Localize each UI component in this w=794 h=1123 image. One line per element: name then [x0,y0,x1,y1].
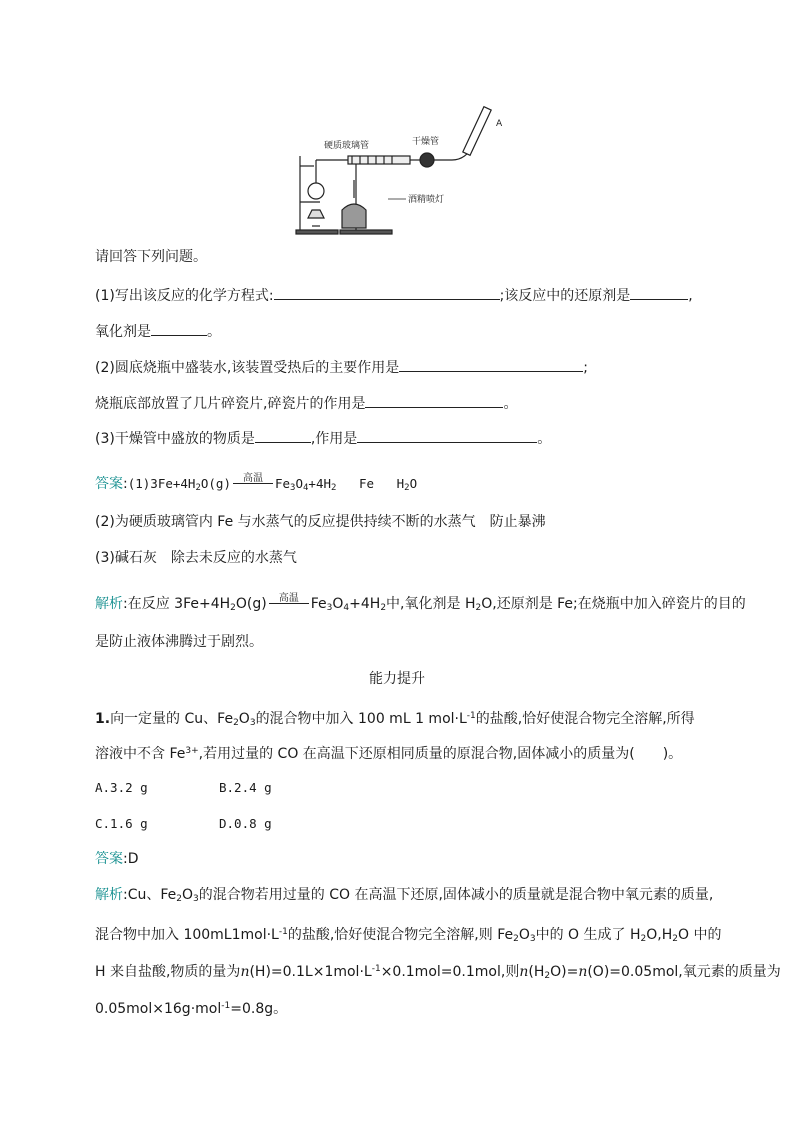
an1-pre: 在反应 3Fe+4H [127,596,231,612]
q2-end: ; [583,360,588,376]
question-1-line-2 [95,321,221,342]
q-l2b: ,若用过量的 CO 在高温下还原相同质量的原混合物,固体减小的质量为( )。 [198,746,683,762]
q1-blank-equation[interactable] [274,285,500,300]
an1-post4: 中,氧化剂是 H [386,596,476,612]
an2-l2c: O [518,927,530,943]
an2-l2a: 混合物中加入 100mL1mol·L [95,927,279,943]
an2-l1a: :Cu、Fe [123,887,177,903]
q1-blank-oxidant[interactable] [151,321,207,336]
question-2-line-1 [95,357,588,378]
an1-post5: O,还原剂是 Fe;在烧瓶中加入碎瓷片的目的 [481,596,746,612]
q3-blank-substance[interactable] [255,428,311,443]
q1-blank-reducer[interactable] [630,285,688,300]
q3-prefix: (3)干燥管中盛放的物质是 [95,431,255,447]
an2-l2f: O 中的 [677,927,722,943]
an2-l3d: ×0.1mol=0.1mol,则 [380,964,520,980]
question-line-1: 1.向一定量的 Cu、$Fe_2O_3$的混合物中加入 100 mL 1 $mol\cdot L^{-1}$的盐酸,恰好使混合物完全溶解,所得 [95,711,695,728]
option-b[interactable]: B.2.4 g [219,780,272,795]
analysis-2-line-4: 0.05mol×16g·mol$^{-1}$=0.8g。 [95,1001,288,1017]
answer-1-line-3: (3)碱石灰 除去未反应的水蒸气 [95,550,297,566]
q-l1b: O [238,711,250,727]
an2-l1c: 的混合物若用过量的 CO 在高温下还原,固体减小的质量就是混合物中氧元素的质量, [198,887,714,903]
q2-line2-prefix: 烧瓶底部放置了几片碎瓷片,碎瓷片的作用是 [95,396,366,412]
section-title: 能力提升 [369,671,425,687]
analysis-2-line-3: H 来自盐酸,物质的量为$n(H)=0.1L\times 1mol\cdot L^{-1}\times 0.1mol=0.1mol$,则$n(H_2O)=n(O)=0.05mol$,氧元素的质量为 [95,964,781,981]
a1-pre: (1)3Fe+4H [127,476,196,491]
q1-prefix: (1)写出该反应的化学方程式: [95,288,274,304]
label-lamp: 酒精喷灯 [408,195,445,205]
question-line-2: 溶液中不含 $Fe^{3+}$,若用过量的 CO 在高温下还原相同质量的原混合物,固体减小的质量为( )。 [95,746,683,762]
a1-tail2: H [396,476,405,491]
answer-colon: : [123,476,128,492]
label-a: A [496,119,503,129]
an1-post3: +4H [349,596,381,612]
question-number: 1. [95,711,111,727]
question-3 [95,428,551,449]
an2-l2e: O,H [646,927,673,943]
analysis-colon: : [123,596,128,612]
question-1-line-1 [95,285,693,306]
an2-l3g: O)= [550,964,579,980]
analysis-1-line-1: 解析:在反应 $3Fe+4H_2O(g)$ 高温 $Fe_3O_4+4H_2$中,氧化剂是 $H_2O$,还原剂是 Fe;在烧瓶中加入碎瓷片的目的 [95,593,746,613]
an2-l3c: (H)=0.1L×1mol·L [249,964,372,980]
an1-cond: 高温 [278,593,299,604]
an2-l3i: (O)=0.05mol,氧元素的质量为 [587,964,781,980]
q1-line2-prefix: 氧化剂是 [95,324,151,340]
q3-blank-function[interactable] [357,428,537,443]
an2-l3f: (H [528,964,545,980]
option-d[interactable]: D.0.8 g [219,816,272,831]
analysis-2-line-1: 解析:Cu、$Fe_2O_3$的混合物若用过量的 CO 在高温下还原,固体减小的质量就是混合物中氧元素的质量, [95,887,714,904]
option-c[interactable]: C.1.6 g [95,816,148,831]
q3-end: 。 [537,431,552,447]
answer-2-value: :D [123,851,139,867]
answer-2 [95,849,139,869]
label-tube: 硬质玻璃管 [324,141,370,151]
analysis-2-label: 解析 [95,887,123,903]
an2-l4a: 0.05mol×16g·mol [95,1001,222,1017]
an2-l2b: 的盐酸,恰好使混合物完全溶解,则 Fe [287,927,514,943]
cond-text: 高温 [242,473,263,484]
reaction-condition [233,473,273,488]
q-l1d: 的盐酸,恰好使混合物完全溶解,所得 [475,711,695,727]
analysis-label: 解析 [95,596,123,612]
an2-l1b: O [182,887,194,903]
a1-mid: O(g) [200,476,231,491]
an2-l3b: n [240,964,250,980]
a1-tail3: O [409,476,418,491]
an1-mid: O(g) [235,596,267,612]
an2-l3e: n [519,964,529,980]
an2-l3a: H 来自盐酸,物质的量为 [95,964,241,980]
option-a[interactable]: A.3.2 g [95,780,148,795]
question-2-line-2 [95,393,517,414]
a1-post3: +4H [308,476,331,491]
q2-blank-role[interactable] [399,357,583,372]
a1-post2: O [295,476,303,491]
q2-line2-end: 。 [503,396,518,412]
intro-text: 请回答下列问题。 [95,249,207,265]
label-dryer: 干燥管 [412,137,440,147]
apparatus-diagram [290,98,520,238]
q-l1a: 向一定量的 Cu、Fe [110,711,234,727]
answer-1-line-1: 答案$:(1)3Fe+4H_2O(g)$ 高温 $Fe_3O_4+4H_2$ Fe $H_2O$ [95,473,418,493]
an1-post1: Fe [310,596,327,612]
answer-label: 答案 [95,476,123,492]
q3-mid: ,作用是 [310,431,358,447]
an2-l4b: =0.8g。 [230,1001,288,1017]
analysis-2-line-2: 混合物中加入 $100mL1mol\cdot L^{-1}$的盐酸,恰好使混合物完全溶解,则 $Fe_2O_3$中的 O 生成了 $H_2O,H_2O$ 中的 [95,927,722,944]
analysis-1-line-2: 是防止液体沸腾过于剧烈。 [95,634,263,650]
analysis-condition [269,593,309,608]
answer-2-label: 答案 [95,851,123,867]
q1-end: , [688,288,693,304]
q-l2a: 溶液中不含 Fe [95,746,186,762]
a1-tail: Fe [359,476,375,491]
q2-blank-porcelain[interactable] [365,393,503,408]
q2-prefix: (2)圆底烧瓶中盛装水,该装置受热后的主要作用是 [95,360,400,376]
q-l1c: 的混合物中加入 100 mL 1 mol·L [255,711,467,727]
an2-l2d: 中的 O 生成了 H [535,927,641,943]
an1-post2: O [332,596,344,612]
q1-mid: ;该反应中的还原剂是 [499,288,631,304]
q1-line2-end: 。 [207,324,221,340]
a1-post: Fe [274,476,291,491]
an2-l3h: n [578,964,588,980]
answer-1-line-2: (2)为硬质玻璃管内 Fe 与水蒸气的反应提供持续不断的水蒸气 防止暴沸 [95,514,546,530]
